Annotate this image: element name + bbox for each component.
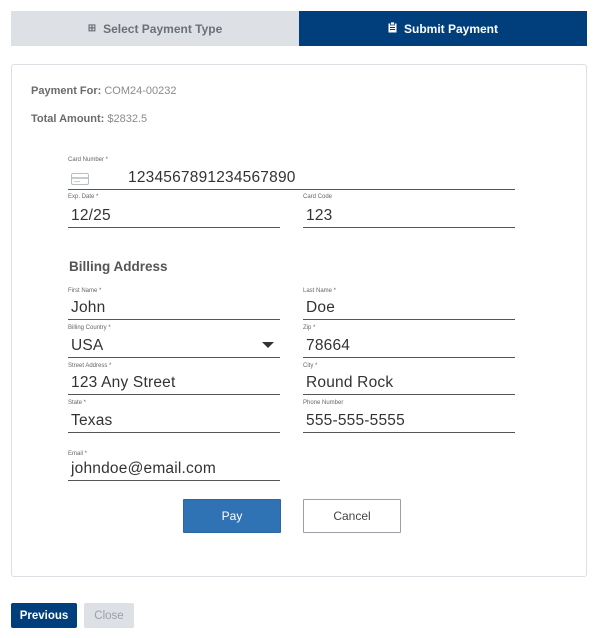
tab-label: Submit Payment xyxy=(403,21,499,36)
billing-country-select[interactable] xyxy=(68,325,280,358)
pay-button[interactable]: Pay xyxy=(183,499,281,533)
zip-field[interactable] xyxy=(303,325,515,358)
card-code-label: Card Code xyxy=(303,194,333,200)
chevron-down-icon xyxy=(262,342,274,348)
first-name-label: First Name * xyxy=(68,288,102,294)
billing-country-label: Billing Country * xyxy=(68,325,111,331)
last-name-field[interactable] xyxy=(303,288,515,320)
first-name-value: John xyxy=(71,299,106,316)
exp-date-value: 12/25 xyxy=(71,207,111,224)
city-label: City * xyxy=(303,363,318,369)
card-number-label: Card Number * xyxy=(68,157,109,163)
previous-button[interactable]: Previous xyxy=(11,603,77,628)
total-amount xyxy=(31,113,147,125)
total-amount-label: Total Amount: xyxy=(31,113,105,125)
close-button[interactable]: Close xyxy=(84,603,134,628)
exp-date-field[interactable] xyxy=(68,194,280,228)
billing-address-title: Billing Address xyxy=(69,259,168,274)
email-label: Email * xyxy=(68,451,88,457)
clipboard-icon xyxy=(388,22,397,36)
phone-number-value: 555-555-5555 xyxy=(306,412,405,429)
street-address-value: 123 Any Street xyxy=(71,374,176,391)
card-code-field[interactable] xyxy=(303,194,515,228)
zip-value: 78664 xyxy=(306,337,351,354)
exp-date-label: Exp. Date * xyxy=(68,194,99,200)
state-field[interactable] xyxy=(68,400,280,433)
card-code-value: 123 xyxy=(306,207,333,224)
payment-for xyxy=(31,85,177,97)
grid-icon: ⊞ xyxy=(87,22,97,34)
payment-card xyxy=(11,64,587,577)
tab-submit-payment[interactable] xyxy=(299,11,587,46)
state-value: Texas xyxy=(71,412,113,429)
payment-for-value: COM24-00232 xyxy=(104,85,177,97)
street-address-field[interactable] xyxy=(68,363,280,395)
credit-card-icon xyxy=(71,173,89,185)
billing-country-value: USA xyxy=(71,337,104,354)
city-value: Round Rock xyxy=(306,374,394,391)
tab-select-payment-type[interactable] xyxy=(11,11,299,46)
phone-number-field[interactable] xyxy=(303,400,515,433)
last-name-label: Last Name * xyxy=(303,288,337,294)
wizard-tabs xyxy=(11,11,587,46)
phone-number-label: Phone Number xyxy=(303,400,344,406)
cancel-button[interactable]: Cancel xyxy=(303,499,401,533)
city-field[interactable] xyxy=(303,363,515,395)
last-name-value: Doe xyxy=(306,299,336,316)
tab-label: Select Payment Type xyxy=(103,21,223,36)
email-value: johndoe@email.com xyxy=(71,460,216,477)
state-label: State * xyxy=(68,400,87,406)
zip-label: Zip * xyxy=(303,325,316,331)
total-amount-value: $2832.5 xyxy=(107,113,148,125)
payment-for-label: Payment For: xyxy=(31,85,102,97)
card-number-value: 1234567891234567890 xyxy=(128,169,296,186)
street-address-label: Street Address * xyxy=(68,363,112,369)
email-field[interactable] xyxy=(68,451,280,481)
card-number-field[interactable] xyxy=(68,157,515,190)
first-name-field[interactable] xyxy=(68,288,280,320)
